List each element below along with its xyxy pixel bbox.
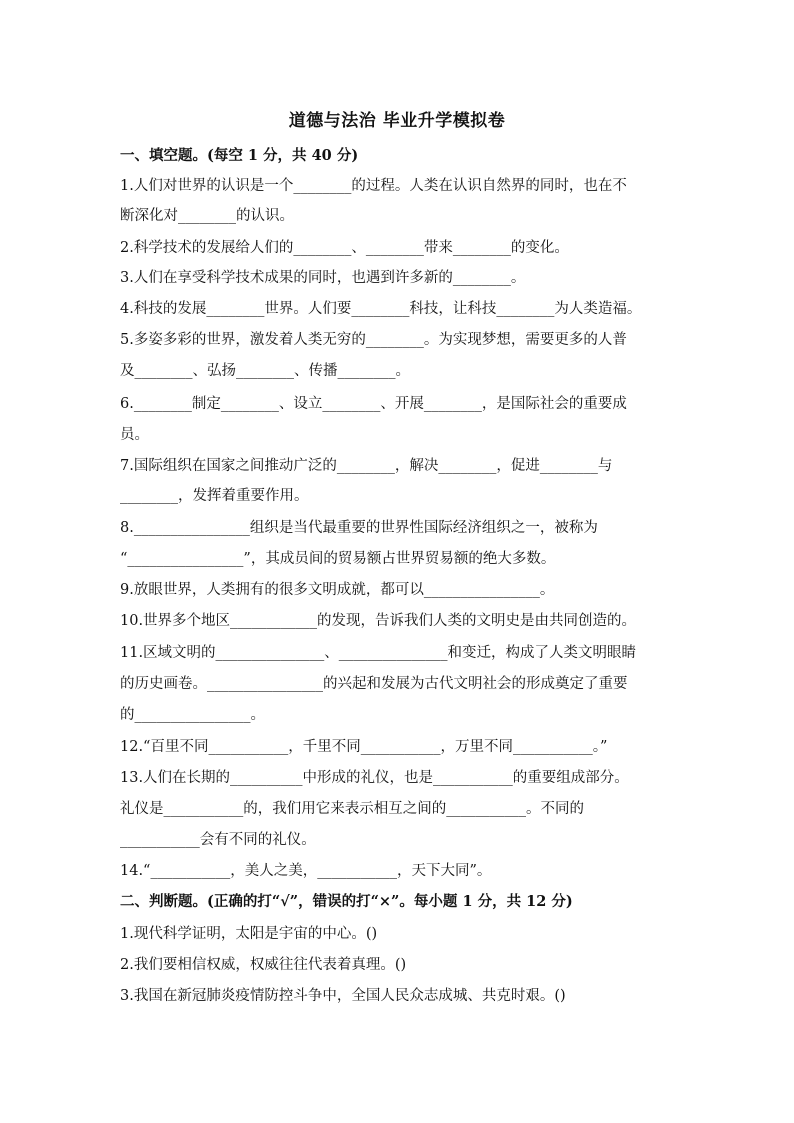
question-line: 礼仪是___________的，我们用它来表示相互之间的___________。不同的 xyxy=(120,801,584,817)
question-line: 9.放眼世界，人类拥有的很多文明成就，都可以________________。 xyxy=(120,582,555,598)
question-line: 3.我国在新冠肺炎疫情防控斗争中，全国人民众志成城、共克时艰。() xyxy=(120,988,566,1004)
question-line: ___________会有不同的礼仪。 xyxy=(120,832,316,848)
question-line: ________，发挥着重要作用。 xyxy=(120,488,309,504)
question-line: 10.世界多个地区____________的发现，告诉我们人类的文明史是由共同创造的。 xyxy=(120,613,637,629)
question-line: 12.“百里不同___________，千里不同___________，万里不同___________。” xyxy=(120,739,608,755)
question-line: 4.科技的发展________世界。人们要________科技，让科技________为人类造福。 xyxy=(120,301,642,317)
question-line: 2.我们要相信权威，权威往往代表着真理。() xyxy=(120,957,407,973)
question-line: 及________、弘扬________、传播________。 xyxy=(120,363,410,379)
question-line: 6.________制定________、设立________、开展________，是国际社会的重要成 xyxy=(120,396,627,412)
section-heading-true-false: 二、判断题。(正确的打“√”，错误的打“×”。每小题 1 分，共 12 分) xyxy=(120,893,573,910)
question-line: 1.人们对世界的认识是一个________的过程。人类在认识自然界的同时，也在不 xyxy=(120,178,627,194)
question-line: 断深化对________的认识。 xyxy=(120,208,294,224)
question-line: 7.国际组织在国家之间推动广泛的________，解决________，促进________与 xyxy=(120,458,613,474)
page-title: 道德与法治 毕业升学模拟卷 xyxy=(288,111,506,131)
question-line: 5.多姿多彩的世界，激发着人类无穷的________。为实现梦想，需要更多的人普 xyxy=(120,332,627,348)
section-heading-fill-blank: 一、填空题。(每空 1 分，共 40 分) xyxy=(120,147,359,164)
question-line: 14.“___________，美人之美，___________，天下大同”。 xyxy=(120,863,492,879)
question-line: 的________________。 xyxy=(120,707,265,723)
question-line: 13.人们在长期的__________中形成的礼仪，也是___________的重要组成部分。 xyxy=(120,770,629,786)
question-line: 2.科学技术的发展给人们的________、________带来________的变化。 xyxy=(120,240,569,256)
question-line: “________________”，其成员间的贸易额占世界贸易额的绝大多数。 xyxy=(120,551,556,567)
question-line: 1.现代科学证明，太阳是宇宙的中心。() xyxy=(120,926,378,942)
question-line: 3.人们在享受科学技术成果的同时，也遇到许多新的________。 xyxy=(120,270,526,286)
question-line: 11.区域文明的_______________、_______________和变迁，构成了人类文明眼睛 xyxy=(120,645,637,661)
question-line: 的历史画卷。________________的兴起和发展为古代文明社会的形成奠定了重要 xyxy=(120,676,628,692)
question-line: 8.________________组织是当代最重要的世界性国际经济组织之一，被称为 xyxy=(120,520,598,536)
question-line: 员。 xyxy=(120,427,149,443)
